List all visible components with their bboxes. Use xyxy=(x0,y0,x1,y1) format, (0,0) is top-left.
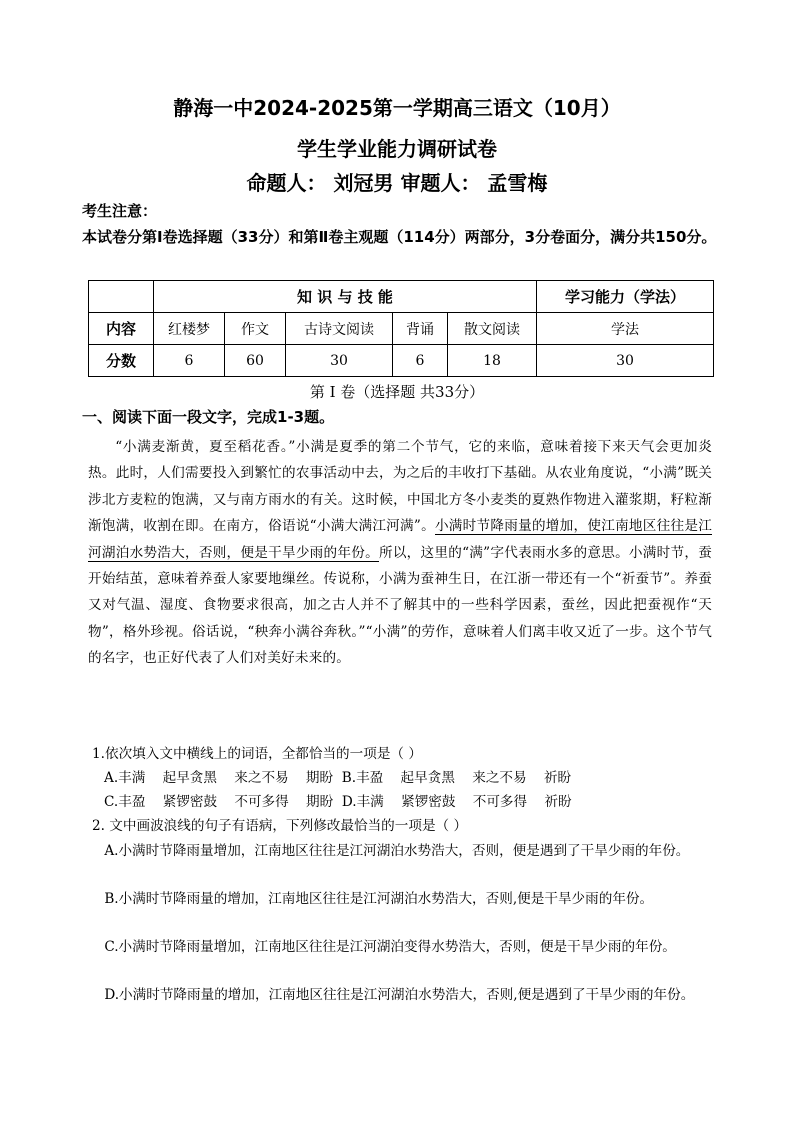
question-1-options-row: C.丰盈 紧锣密鼓 不可多得 期盼 D.丰满 紧锣密鼓 不可多得 祈盼 xyxy=(104,794,572,810)
score-cell: 30 xyxy=(537,345,714,377)
column-header: 作文 xyxy=(225,313,286,345)
column-header: 背诵 xyxy=(393,313,448,345)
row-label-score: 分数 xyxy=(89,345,154,377)
question-2-option-a: A.小满时节降雨量增加，江南地区往往是江河湖泊水势浩大，否则，便是遇到了干旱少雨的年份。 xyxy=(104,843,690,859)
group-knowledge-header: 知 识 与 技 能 xyxy=(154,281,537,313)
score-table xyxy=(88,280,714,377)
question-2-option-b: B.小满时节降雨量的增加，江南地区往往是江河湖泊水势浩大，否则,便是干旱少雨的年份。 xyxy=(104,891,654,907)
score-cell: 30 xyxy=(286,345,393,377)
notice-body: 本试卷分第Ⅰ卷选择题（33分）和第Ⅱ卷主观题（114分）两部分，3分卷面分，满分共150分。 xyxy=(82,228,717,246)
exam-title: 静海一中2024-2025第一学期高三语文（10月） xyxy=(173,96,621,120)
volume-title: 第 Ⅰ 卷（选择题 共33分） xyxy=(309,383,485,401)
score-cell: 6 xyxy=(393,345,448,377)
notice-heading: 考生注意： xyxy=(82,202,158,220)
table-cell-empty xyxy=(89,281,154,313)
group-ability-header: 学习能力（学法） xyxy=(537,281,714,313)
question-2-option-d: D.小满时节降雨量的增加，江南地区往往是江河湖泊水势浩大，否则,便是遇到了干旱少雨的年份。 xyxy=(104,987,695,1003)
score-cell: 6 xyxy=(154,345,225,377)
question-1-options-row: A.丰满 起早贪黑 来之不易 期盼 B.丰盈 起早贪黑 来之不易 祈盼 xyxy=(104,770,572,786)
passage-text: “小满麦渐黄，夏至稻花香。”小满是夏季的第二个节气，它的来临，意味着接下来天气会更加炎热。此时，人们需要投入到繁忙的农事活动中去，为之后的丰收打下基础。从农业角度说，“小满”既关涉北方麦粒的饱满，又与南方雨水的有关。这时候，中国北方冬小麦类的夏熟作物进入灌浆期，籽粒渐渐饱满，收割在即。在南方，俗语说“小满大满江河满”。 xyxy=(88,439,712,535)
passage-text: 所以，这里的“满”字代表雨水多的意思。小满时节，蚕开始结茧，意味着养蚕人家要地缫丝。传说称，小满为蚕神生日，在江浙一带还有一个“祈蚕节”。养蚕又对气温、湿度、食物要求很高，加之古人并不了解其中的一些科学因素，蚕丝，因此把蚕视作“天物”，格外珍视。俗话说，“秧奔小满谷奔秋。”“小满”的劳作，意味着人们离丰收又近了一步。这个节气的名字，也正好代表了人们对美好未来的。 xyxy=(88,544,712,667)
section-heading: 一、阅读下面一段文字，完成1-3题。 xyxy=(82,408,335,426)
table-row xyxy=(89,281,714,313)
column-header: 红楼梦 xyxy=(154,313,225,345)
question-2-stem: 2. 文中画波浪线的句子有语病，下列修改最恰当的一项是（ ） xyxy=(92,818,468,834)
column-header: 古诗文阅读 xyxy=(286,313,393,345)
score-cell: 60 xyxy=(225,345,286,377)
score-cell: 18 xyxy=(448,345,537,377)
exam-subtitle: 学生学业能力调研试卷 xyxy=(297,137,497,161)
column-header: 学法 xyxy=(537,313,714,345)
question-2-option-c: C.小满时节降雨量增加，江南地区往往是江河湖泊变得水势浩大，否则，便是干旱少雨的年份。 xyxy=(104,939,676,955)
exam-authors: 命题人： 刘冠男 审题人： 孟雪梅 xyxy=(246,171,548,195)
row-label-content: 内容 xyxy=(89,313,154,345)
table-row xyxy=(89,345,714,377)
table-row xyxy=(89,313,714,345)
reading-passage xyxy=(88,434,712,672)
underlined-sentence: 小满时节降雨量的增加，使江南地区往往是江河湖泊水势浩大，否则，便是干旱少雨的年份。 xyxy=(88,518,712,561)
column-header: 散文阅读 xyxy=(448,313,537,345)
question-1-stem: 1.依次填入文中横线上的词语，全都恰当的一项是（ ） xyxy=(92,746,422,762)
